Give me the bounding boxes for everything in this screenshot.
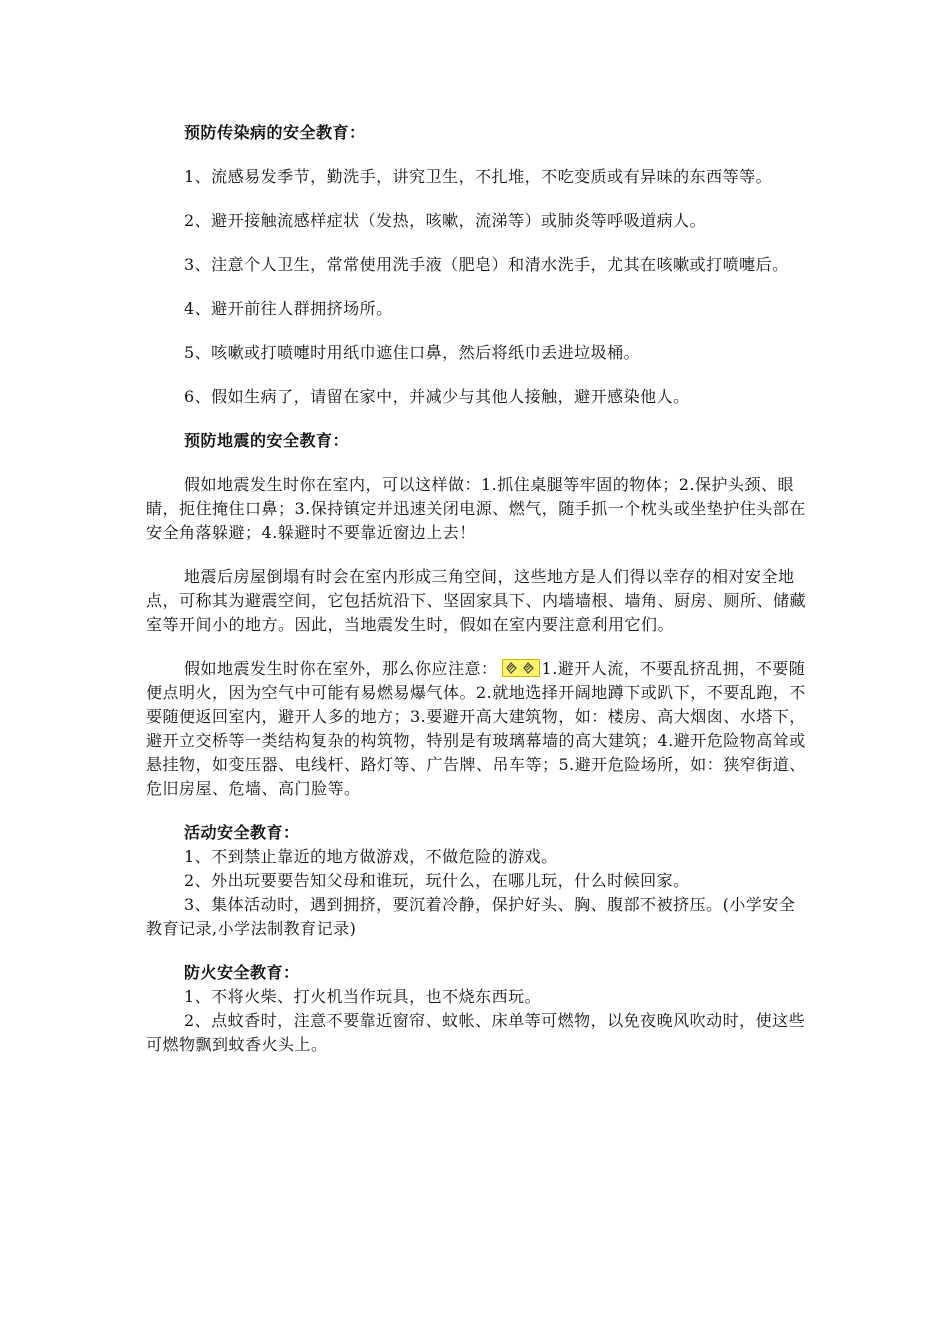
- outdoor-intro-text: 假如地震发生时你在室外，那么你应注意：: [184, 659, 498, 678]
- infectious-item: 2、避开接触流感样症状（发热，咳嗽，流涕等）或肺炎等呼吸道病人。: [184, 211, 707, 230]
- earthquake-outdoor-paragraph: [146, 657, 808, 801]
- infectious-item: 6、假如生病了，请留在家中，并减少与其他人接触，避开感染他人。: [184, 387, 690, 406]
- outdoor-tips-text: 1.避开人流，不要乱挤乱拥，不要随便点明火，因为空气中可能有易燃易爆气体。2.就地选择开阔地蹲下或趴下，不要乱跑，不要随便返回室内，避开人多的地方；3.要避开高大建筑物，如：楼房、高大烟囱、水塔下，避开立交桥等一类结构复杂的构筑物，特别是有玻璃幕墙的高大建筑；4.避开危险物高耸或悬挂物，如变压器、电线杆、路灯等、广告牌、吊车等；5.避开危险场所，如：狭窄街道、危旧房屋、危墙、高门脸等。: [146, 659, 806, 798]
- activity-item: 1、不到禁止靠近的地方做游戏，不做危险的游戏。: [184, 847, 558, 866]
- infectious-item: 3、注意个人卫生，常常使用洗手液（肥皂）和清水洗手，尤其在咳嗽或打喷嚏后。: [184, 255, 789, 274]
- infectious-item: 5、咳嗽或打喷嚏时用纸巾遮住口鼻，然后将纸巾丢进垃圾桶。: [184, 343, 641, 362]
- document-page: [146, 0, 808, 1057]
- earthquake-indoor-paragraph: 假如地震发生时你在室内，可以这样做：1.抓住桌腿等牢固的物体；2.保护头颈、眼睛，扼住掩住口鼻；3.保持镇定并迅速关闭电源、燃气，随手抓一个枕头或坐垫护住头部在安全角落躲避；4.躲避时不要靠近窗边上去！: [146, 475, 806, 542]
- heading-fire: 防火安全教育：: [184, 963, 300, 982]
- heading-earthquake: 预防地震的安全教育：: [184, 431, 350, 450]
- heading-infectious: 预防传染病的安全教育：: [184, 123, 366, 142]
- fire-item: 2、点蚊香时，注意不要靠近窗帘、蚊帐、床单等可燃物，以免夜晚风吹动时，使这些可燃物飘到蚊香火头上。: [146, 1011, 806, 1054]
- heading-activity: 活动安全教育：: [184, 823, 300, 842]
- earthquake-shelter-paragraph: 地震后房屋倒塌有时会在室内形成三角空间，这些地方是人们得以幸存的相对安全地点，可称其为避震空间，它包括炕沿下、坚固家具下、内墙墙根、墙角、厨房、厕所、储藏室等开间小的地方。因此，当地震发生时，假如在室内要注意利用它们。: [146, 567, 807, 634]
- embedded-object-icon[interactable]: [502, 659, 540, 677]
- fire-item: 1、不将火柴、打火机当作玩具，也不烧东西玩。: [184, 987, 542, 1006]
- infectious-item: 1、流感易发季节，勤洗手，讲究卫生，不扎堆，不吃变质或有异味的东西等等。: [184, 167, 773, 186]
- infectious-item: 4、避开前往人群拥挤场所。: [184, 299, 393, 318]
- activity-item: 3、集体活动时，遇到拥挤，要沉着冷静，保护好头、胸、腹部不被挤压。(小学安全教育记录,小学法制教育记录): [146, 895, 796, 938]
- activity-item: 2、外出玩要要告知父母和谁玩，玩什么，在哪儿玩，什么时候回家。: [184, 871, 690, 890]
